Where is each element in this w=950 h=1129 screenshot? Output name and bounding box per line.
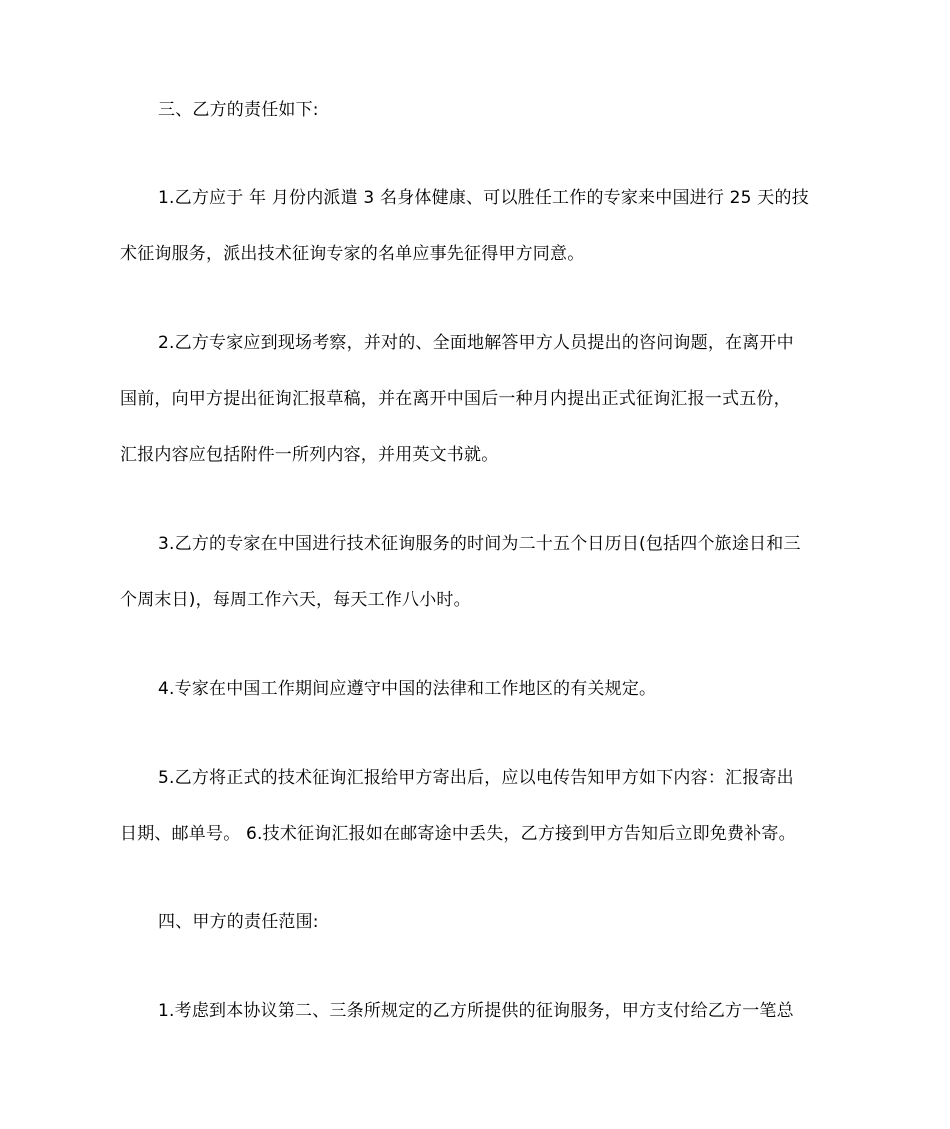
paragraph-line: 5.乙方将正式的技术征询汇报给甲方寄出后，应以电传告知甲方如下内容：汇报寄出	[158, 768, 794, 788]
paragraph-line: 4.专家在中国工作期间应遵守中国的法律和工作地区的有关规定。	[158, 679, 657, 699]
section-heading-four: 四、甲方的责任范围:	[158, 912, 319, 932]
paragraph-line: 汇报内容应包括附件一所列内容，并用英文书就。	[120, 445, 499, 465]
paragraph-line: 日期、邮单号。 6.技术征询汇报如在邮寄途中丢失，乙方接到甲方告知后立即免费补寄。	[120, 824, 796, 844]
paragraph-line: 国前，向甲方提出征询汇报草稿，并在离开中国后一种月内提出正式征询汇报一式五份，	[120, 389, 791, 409]
section-heading-three: 三、乙方的责任如下:	[158, 100, 319, 120]
paragraph-line: 1.考虑到本协议第二、三条所规定的乙方所提供的征询服务，甲方支付给乙方一笔总	[158, 1001, 794, 1021]
paragraph-line: 3.乙方的专家在中国进行技术征询服务的时间为二十五个日历日(包括四个旅途日和三	[158, 534, 801, 554]
paragraph-line: 术征询服务，派出技术征询专家的名单应事先征得甲方同意。	[120, 244, 585, 264]
paragraph-line: 2.乙方专家应到现场考察，并对的、全面地解答甲方人员提出的咨问询题，在离开中	[158, 333, 794, 353]
paragraph-line: 1.乙方应于 年 月份内派遣 3 名身体健康、可以胜任工作的专家来中国进行 25 天的技	[158, 188, 809, 208]
paragraph-line: 个周末日)，每周工作六天，每天工作八小时。	[120, 590, 471, 610]
